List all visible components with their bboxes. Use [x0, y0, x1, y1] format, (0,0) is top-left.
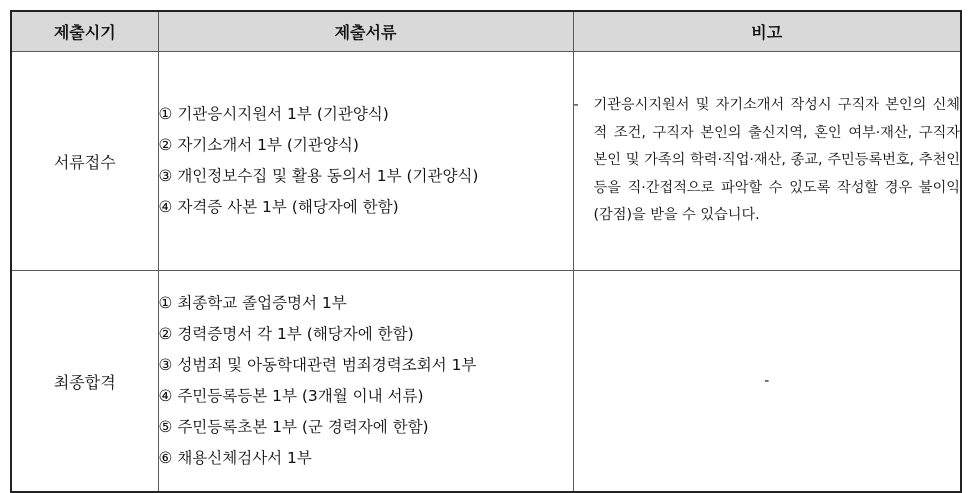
list-item: ⑥ 채용신체검사서 1부: [158, 449, 312, 467]
header-row: [11, 11, 961, 52]
period-cell: 서류접수: [11, 52, 158, 271]
table-row-final-pass: [11, 271, 961, 493]
remark-text: 기관응시지원서 및 자기소개서 작성시 구직자 본인의 신체적 조건, 구직자 본인의 출신지역, 혼인 여부·재산, 구직자 본인 및 가족의 학력·직업·재산, 종교, 주민등록번호, 추천인 등을 직·간접적으로 파악할 수 있도록 작성할 경우 불이익(감점)을 받을 수 있습니다.: [593, 97, 960, 224]
table-row-document-screening: [11, 52, 961, 271]
list-item: ③ 개인정보수집 및 활용 동의서 1부 (기관양식): [158, 167, 479, 185]
list-item: ② 경력증명서 각 1부 (해당자에 한함): [158, 325, 414, 343]
remark-cell: [573, 52, 961, 271]
list-item: ④ 자격증 사본 1부 (해당자에 한함): [158, 198, 399, 216]
period-cell: 최종합격: [11, 271, 158, 493]
documents-list: [159, 99, 573, 223]
header-period: 제출시기: [11, 11, 158, 52]
remark-bullet: -: [573, 97, 579, 114]
documents-list: [159, 288, 573, 474]
list-item: ① 기관응시지원서 1부 (기관양식): [158, 105, 389, 123]
list-item: ③ 성범죄 및 아동학대관련 범죄경력조회서 1부: [158, 356, 477, 374]
remark-text: -: [764, 373, 770, 389]
list-item: ① 최종학교 졸업증명서 1부: [158, 294, 347, 312]
remark-note: [574, 92, 961, 230]
header-remarks: 비고: [573, 11, 961, 52]
submission-documents-table: [10, 10, 962, 493]
list-item: ④ 주민등록등본 1부 (3개월 이내 서류): [158, 387, 424, 405]
header-documents: 제출서류: [158, 11, 573, 52]
remark-cell: [573, 271, 961, 493]
list-item: ② 자기소개서 1부 (기관양식): [158, 136, 359, 154]
list-item: ⑤ 주민등록초본 1부 (군 경력자에 한함): [158, 418, 429, 436]
documents-cell: [158, 52, 573, 271]
documents-cell: [158, 271, 573, 493]
